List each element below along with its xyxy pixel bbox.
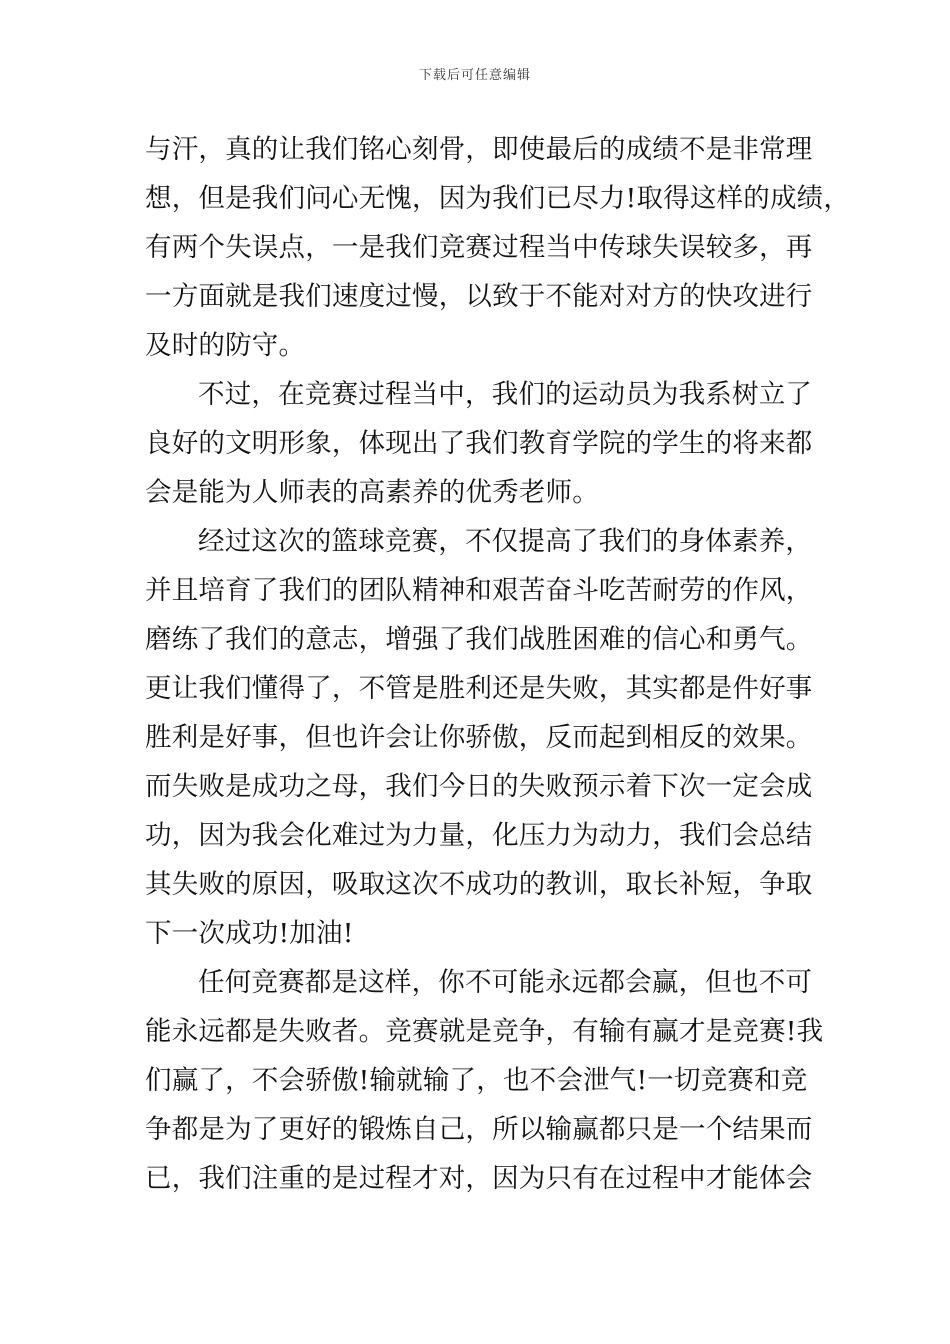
text-line: 其失败的原因，吸取这次不成功的教训，取长补短，争取 (145, 869, 813, 900)
text-line: 磨练了我们的意志，增强了我们战胜困难的信心和勇气。 (145, 624, 813, 655)
text-line: 有两个失误点，一是我们竞赛过程当中传球失误较多，再 (145, 232, 813, 263)
text-line: 能永远都是失败者。竞赛就是竞争，有输有赢才是竞赛!我 (145, 1016, 824, 1047)
text-line: 想，但是我们问心无愧，因为我们已尽力!取得这样的成绩， (145, 183, 851, 214)
text-line: 及时的防守。 (145, 330, 306, 361)
document-body (145, 125, 851, 1203)
text-line: 一方面就是我们速度过慢，以致于不能对对方的快攻进行 (145, 281, 813, 312)
text-line: 下一次成功!加油! (145, 918, 354, 949)
text-line: 争都是为了更好的锻炼自己，所以输赢都只是一个结果而 (145, 1114, 813, 1145)
paragraph-first-line: 不过，在竞赛过程当中，我们的运动员为我系树立了 (198, 379, 813, 410)
paragraph-first-line: 经过这次的篮球竞赛，不仅提高了我们的身体素养， (198, 526, 813, 557)
text-line: 与汗，真的让我们铭心刻骨，即使最后的成绩不是非常理 (145, 134, 813, 165)
text-line: 会是能为人师表的高素养的优秀老师。 (145, 477, 599, 508)
text-line: 更让我们懂得了，不管是胜利还是失败，其实都是件好事 (145, 673, 813, 704)
paragraph-first-line: 任何竞赛都是这样，你不可能永远都会赢，但也不可 (198, 967, 813, 998)
text-line: 们赢了，不会骄傲!输就输了，也不会泄气!一切竞赛和竞 (145, 1065, 808, 1096)
text-line: 而失败是成功之母，我们今日的失败预示着下次一定会成 (145, 771, 813, 802)
text-line: 并且培育了我们的团队精神和艰苦奋斗吃苦耐劳的作风， (145, 575, 813, 606)
text-line: 功，因为我会化难过为力量，化压力为动力，我们会总结 (145, 820, 813, 851)
page-header: 下载后可任意编辑 (418, 68, 531, 83)
text-line: 胜利是好事，但也许会让你骄傲，反而起到相反的效果。 (145, 722, 813, 753)
text-line: 已，我们注重的是过程才对，因为只有在过程中才能体会 (145, 1163, 813, 1194)
text-line: 良好的文明形象，体现出了我们教育学院的学生的将来都 (145, 428, 813, 459)
